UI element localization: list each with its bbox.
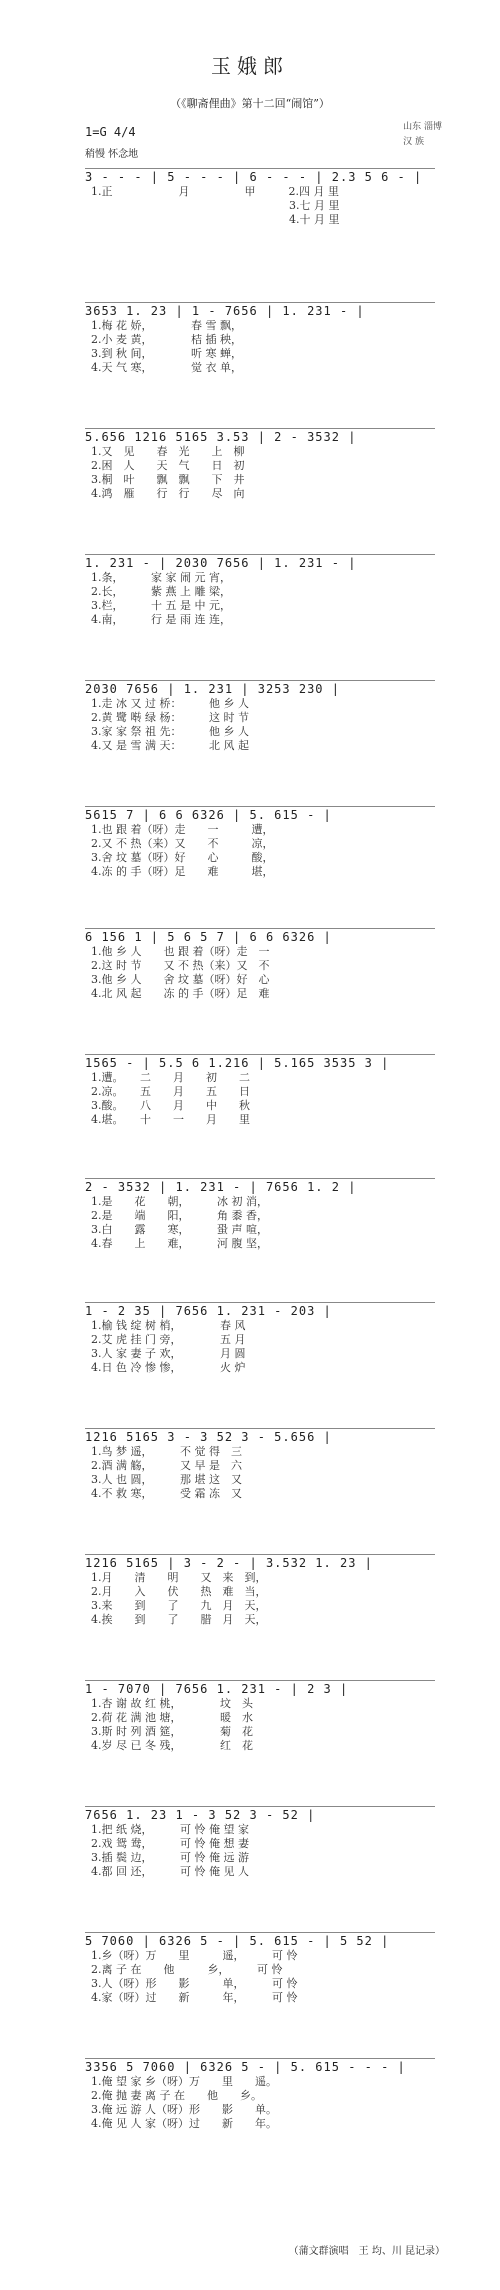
- lyric-line: 1.走 冰 又 过 桥： 他 乡 人: [91, 697, 249, 710]
- music-system: [85, 2058, 435, 2131]
- music-system: [85, 554, 435, 627]
- music-system: [85, 168, 435, 227]
- lyric-line: 4.冻 的 手（呀）足 难 堪，: [91, 865, 274, 878]
- jianpu-notes: 1216 5165 3 - 3 52 3 - 5.656 |: [85, 1428, 435, 1445]
- lyric-line: 3.七 月 里: [91, 199, 340, 212]
- lyric-line: 1.是 花 朝， 冰 初 消，: [91, 1195, 268, 1208]
- lyric-line: 3.桐 叶 飘 飘 下 井: [91, 473, 245, 486]
- lyric-line: 3.他 乡 人 舍 坟 墓（呀）好 心: [91, 973, 270, 986]
- music-system: [85, 1054, 435, 1127]
- jianpu-notes: 6 156 1 | 5 6 5 7 | 6 6 6326 |: [85, 928, 435, 945]
- origin-region: 山东 淄博: [403, 122, 442, 132]
- lyric-line: 1.俺 望 家 乡（呀）万 里 遥。: [91, 2075, 277, 2088]
- music-system: [85, 428, 435, 501]
- music-system: [85, 1302, 435, 1375]
- lyric-line: 2.酒 满 觞， 又 早 是 六: [91, 1459, 242, 1472]
- lyric-line: 4.又 是 雪 满 天： 北 风 起: [91, 739, 249, 752]
- lyric-line: 1.又 见 春 光 上 柳: [91, 445, 245, 458]
- lyric-line: 2.小 麦 黄， 桔 插 秧，: [91, 333, 242, 346]
- lyric-line: 4.春 上 难， 河 腹 坚，: [91, 1237, 268, 1250]
- lyric-line: 1.也 跟 着（呀）走 一 遭，: [91, 823, 274, 836]
- lyric-line: 3.斯 时 列 酒 筵， 菊 花: [91, 1725, 253, 1738]
- key-signature: 1=G 4/4: [85, 125, 136, 139]
- lyric-line: 3.家 家 祭 祖 先： 他 乡 人: [91, 725, 249, 738]
- lyric-line: 4.十 月 里: [91, 213, 340, 226]
- lyric-line: 4.北 风 起 冻 的 手（呀）足 难: [91, 987, 270, 1000]
- jianpu-notes: 3356 5 7060 | 6326 5 - | 5. 615 - - - |: [85, 2058, 435, 2075]
- lyric-line: 2.这 时 节 又 不 热（来）又 不: [91, 959, 270, 972]
- music-system: [85, 928, 435, 1001]
- lyric-line: 4.日 色 冷 惨 惨， 火 炉: [91, 1361, 246, 1374]
- jianpu-notes: 1. 231 - | 2030 7656 | 1. 231 - |: [85, 554, 435, 571]
- lyric-line: 2.又 不 热（来）又 不 凉，: [91, 837, 274, 850]
- jianpu-notes: 1565 - | 5.5 6 1.216 | 5.165 3535 3 |: [85, 1054, 435, 1071]
- lyric-line: 3.俺 远 游 人（呀）形 影 单。: [91, 2103, 277, 2116]
- lyric-line: 2.是 端 阳， 角 黍 香，: [91, 1209, 268, 1222]
- lyric-line: 4.堪。 十 一 月 里: [91, 1113, 250, 1126]
- lyric-line: 3.插 鬓 边， 可 怜 俺 远 游: [91, 1851, 249, 1864]
- lyric-line: 2.俺 抛 妻 离 子 在 他 乡。: [91, 2089, 262, 2102]
- lyric-line: 3.人 家 妻 子 欢， 月 圆: [91, 1347, 246, 1360]
- lyric-line: 2.长， 紫 燕 上 雕 梁，: [91, 585, 231, 598]
- lyric-line: 3.白 露 寒， 蛩 声 喧，: [91, 1223, 268, 1236]
- lyric-line: 3.到 秋 间， 听 寒 蝉，: [91, 347, 242, 360]
- lyric-line: 1.把 纸 烧， 可 怜 俺 望 家: [91, 1823, 249, 1836]
- jianpu-notes: 5 7060 | 6326 5 - | 5. 615 - | 5 52 |: [85, 1932, 435, 1949]
- lyric-line: 4.鸿 雁 行 行 尽 向: [91, 487, 245, 500]
- jianpu-notes: 3 - - - | 5 - - - | 6 - - - | 2.3 5 6 - |: [85, 168, 435, 185]
- lyric-line: 1.杏 谢 故 红 桃， 坟 头: [91, 1697, 253, 1710]
- origin-credits: [403, 120, 442, 150]
- lyric-line: 3.舍 坟 墓（呀）好 心 酸，: [91, 851, 274, 864]
- lyric-line: 3.人 也 圆， 那 堪 这 又: [91, 1473, 242, 1486]
- jianpu-notes: 3653 1. 23 | 1 - 7656 | 1. 231 - |: [85, 302, 435, 319]
- music-system: [85, 1806, 435, 1879]
- lyric-line: 2.荷 花 满 池 塘， 暖 水: [91, 1711, 253, 1724]
- lyric-line: 3.人（呀）形 影 单， 可 怜: [91, 1977, 298, 1990]
- lyric-line: 4.天 气 寒， 觉 衣 单，: [91, 361, 242, 374]
- lyric-line: 1.正 月 甲 2.四 月 里: [91, 185, 339, 198]
- jianpu-notes: 2 - 3532 | 1. 231 - | 7656 1. 2 |: [85, 1178, 435, 1195]
- music-system: [85, 1932, 435, 2005]
- lyric-line: 2.凉。 五 月 五 日: [91, 1085, 250, 1098]
- lyric-line: 4.岁 尽 已 冬 残， 红 花: [91, 1739, 253, 1752]
- lyric-line: 2.月 入 伏 热 难 当，: [91, 1585, 267, 1598]
- jianpu-notes: 5.656 1216 5165 3.53 | 2 - 3532 |: [85, 428, 435, 445]
- jianpu-notes: 5615 7 | 6 6 6326 | 5. 615 - |: [85, 806, 435, 823]
- music-system: [85, 806, 435, 879]
- lyric-line: 2.困 人 天 气 日 初: [91, 459, 245, 472]
- lyric-line: 1.榆 钱 绽 树 梢， 春 风: [91, 1319, 246, 1332]
- jianpu-notes: 7656 1. 23 1 - 3 52 3 - 52 |: [85, 1806, 435, 1823]
- lyric-line: 4.都 回 还， 可 怜 俺 见 人: [91, 1865, 249, 1878]
- tempo-marking: 稍慢 怀念地: [85, 149, 139, 160]
- lyric-line: 2.戏 鸳 鸯， 可 怜 俺 想 妻: [91, 1837, 249, 1850]
- lyric-line: 2.黄 鹭 啭 绿 杨： 这 时 节: [91, 711, 249, 724]
- song-title: 玉娥郎: [211, 54, 289, 78]
- origin-ethnicity: 汉 族: [403, 137, 424, 147]
- lyric-line: 4.不 救 寒， 受 霜 冻 又: [91, 1487, 242, 1500]
- jianpu-notes: 1 - 2 35 | 7656 1. 231 - 203 |: [85, 1302, 435, 1319]
- music-system: [85, 680, 435, 753]
- lyric-line: 4.南， 行 是 雨 连 连，: [91, 613, 231, 626]
- jianpu-notes: 1 - 7070 | 7656 1. 231 - | 2 3 |: [85, 1680, 435, 1697]
- music-system: [85, 1554, 435, 1627]
- lyric-line: 1.遭。 二 月 初 二: [91, 1071, 250, 1084]
- lyric-line: 1.乡（呀）万 里 遥， 可 怜: [91, 1949, 298, 1962]
- lyric-line: 1.他 乡 人 也 跟 着（呀）走 一: [91, 945, 270, 958]
- lyric-line: 1.条， 家 家 闹 元 宵，: [91, 571, 231, 584]
- lyric-line: 1.月 清 明 又 来 到，: [91, 1571, 267, 1584]
- lyric-line: 1.梅 花 娇， 春 雪 飘，: [91, 319, 242, 332]
- jianpu-notes: 1216 5165 | 3 - 2 - | 3.532 1. 23 |: [85, 1554, 435, 1571]
- song-subtitle: （《聊斋俚曲》第十二回“闹馆”）: [170, 97, 330, 110]
- music-system: [85, 1680, 435, 1753]
- lyric-line: 3.酸。 八 月 中 秋: [91, 1099, 250, 1112]
- lyric-line: 4.俺 见 人 家（呀）过 新 年。: [91, 2117, 277, 2130]
- music-system: [85, 1428, 435, 1501]
- lyric-line: 3.来 到 了 九 月 天，: [91, 1599, 267, 1612]
- lyric-line: 2.艾 虎 挂 门 旁， 五 月: [91, 1333, 246, 1346]
- music-system: [85, 1178, 435, 1251]
- lyric-line: 4.挨 到 了 腊 月 天，: [91, 1613, 267, 1626]
- lyric-line: 1.鸟 梦 遥， 不 觉 得 三: [91, 1445, 242, 1458]
- jianpu-notes: 2030 7656 | 1. 231 | 3253 230 |: [85, 680, 435, 697]
- lyric-line: 4.家（呀）过 新 年， 可 怜: [91, 1991, 298, 2004]
- performer-credit: （蒲文群演唱 王 均、川 昆记录）: [288, 2246, 445, 2257]
- lyric-line: 3.栏， 十 五 是 中 元，: [91, 599, 231, 612]
- lyric-line: 2.离 子 在 他 乡， 可 怜: [91, 1963, 283, 1976]
- music-system: [85, 302, 435, 375]
